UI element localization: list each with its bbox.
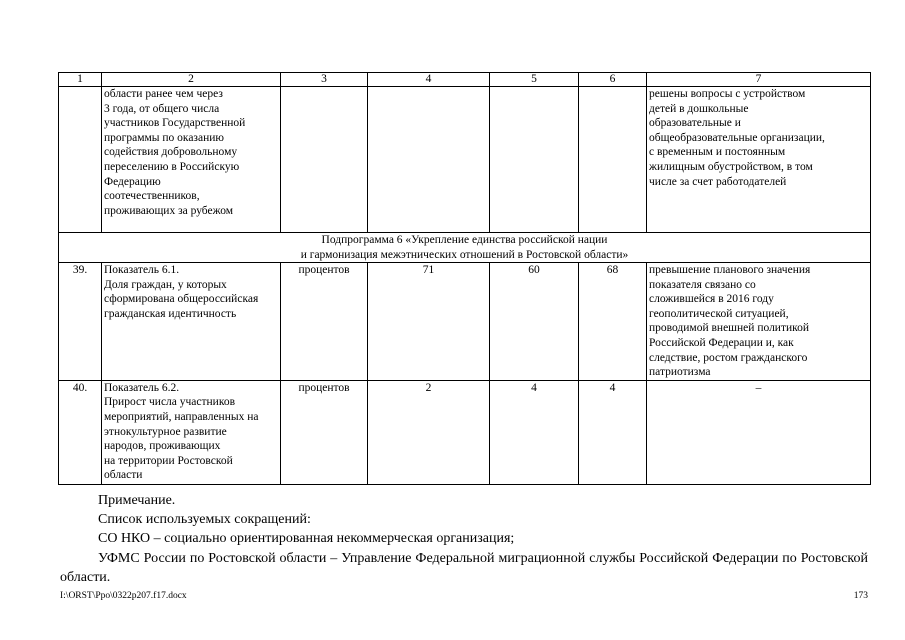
column-number-cell: 1 [59, 73, 102, 87]
value-cell [368, 87, 490, 233]
unit-cell [281, 87, 368, 233]
unit-cell: процентов [281, 380, 368, 484]
column-number-cell: 2 [102, 73, 281, 87]
value-cell [490, 87, 579, 233]
value-cell [579, 87, 647, 233]
table-row [59, 380, 871, 484]
note-title: Примечание. [98, 493, 176, 508]
indicator-name-cell: Показатель 6.1. Доля граждан, у которых сформирована общероссийская гражданская идентичность [102, 263, 281, 381]
value-cell: 4 [579, 380, 647, 484]
column-numbers-row [59, 73, 871, 87]
explanation-cell: решены вопросы с устройством детей в дошкольные образовательные и общеобразовательные организации, с временным и постоянным жилищным обустройством, в том числе за счет работодателей [647, 87, 871, 233]
indicator-name-cell: области ранее чем через 3 года, от общего числа участников Государственной программы по оказанию содействия добровольному переселению в Российскую Федерацию соотечественников, проживающих за рубежом [102, 87, 281, 233]
unit-cell: процентов [281, 263, 368, 381]
abbreviation-item: УФМС России по Ростовской области – Управление Федеральной миграционной службы Российской Федерации по Ростовской области. [60, 550, 868, 585]
subprogram-title: Подпрограмма 6 «Укрепление единства российской нации и гармонизация межэтнических отношений в Ростовской области» [59, 233, 871, 263]
subprogram-row [59, 233, 871, 263]
value-cell: 71 [368, 263, 490, 381]
row-number-cell: 40. [59, 380, 102, 484]
column-number-cell: 7 [647, 73, 871, 87]
abbreviations-title: Список используемых сокращений: [98, 512, 311, 528]
page-number: 173 [853, 591, 868, 601]
abbreviation-item: СО НКО – социально ориентированная некоммерческая организация; [98, 531, 515, 547]
value-cell: 68 [579, 263, 647, 381]
continued-row [59, 87, 871, 233]
column-number-cell: 3 [281, 73, 368, 87]
column-number-cell: 5 [490, 73, 579, 87]
column-number-cell: 6 [579, 73, 647, 87]
row-number-cell: 39. [59, 263, 102, 381]
row-number-cell [59, 87, 102, 233]
value-cell: 4 [490, 380, 579, 484]
indicators-table [58, 72, 871, 485]
notes-section [60, 491, 868, 587]
file-path: I:\ORST\Ppo\0322p207.f17.docx [60, 591, 187, 601]
explanation-cell: превышение планового значения показателя связано со сложившейся в 2016 году геополитической ситуацией, проводимой внешней политикой Российской Федерации и, как следствие, ростом гражданского патриотизма [647, 263, 871, 381]
indicator-name-cell: Показатель 6.2. Прирост числа участников мероприятий, направленных на этнокультурное развитие народов, проживающих на территории Ростовской области [102, 380, 281, 484]
value-cell: 60 [490, 263, 579, 381]
column-number-cell: 4 [368, 73, 490, 87]
page-footer [60, 591, 868, 601]
value-cell: 2 [368, 380, 490, 484]
explanation-cell: – [647, 380, 871, 484]
table-row [59, 263, 871, 381]
